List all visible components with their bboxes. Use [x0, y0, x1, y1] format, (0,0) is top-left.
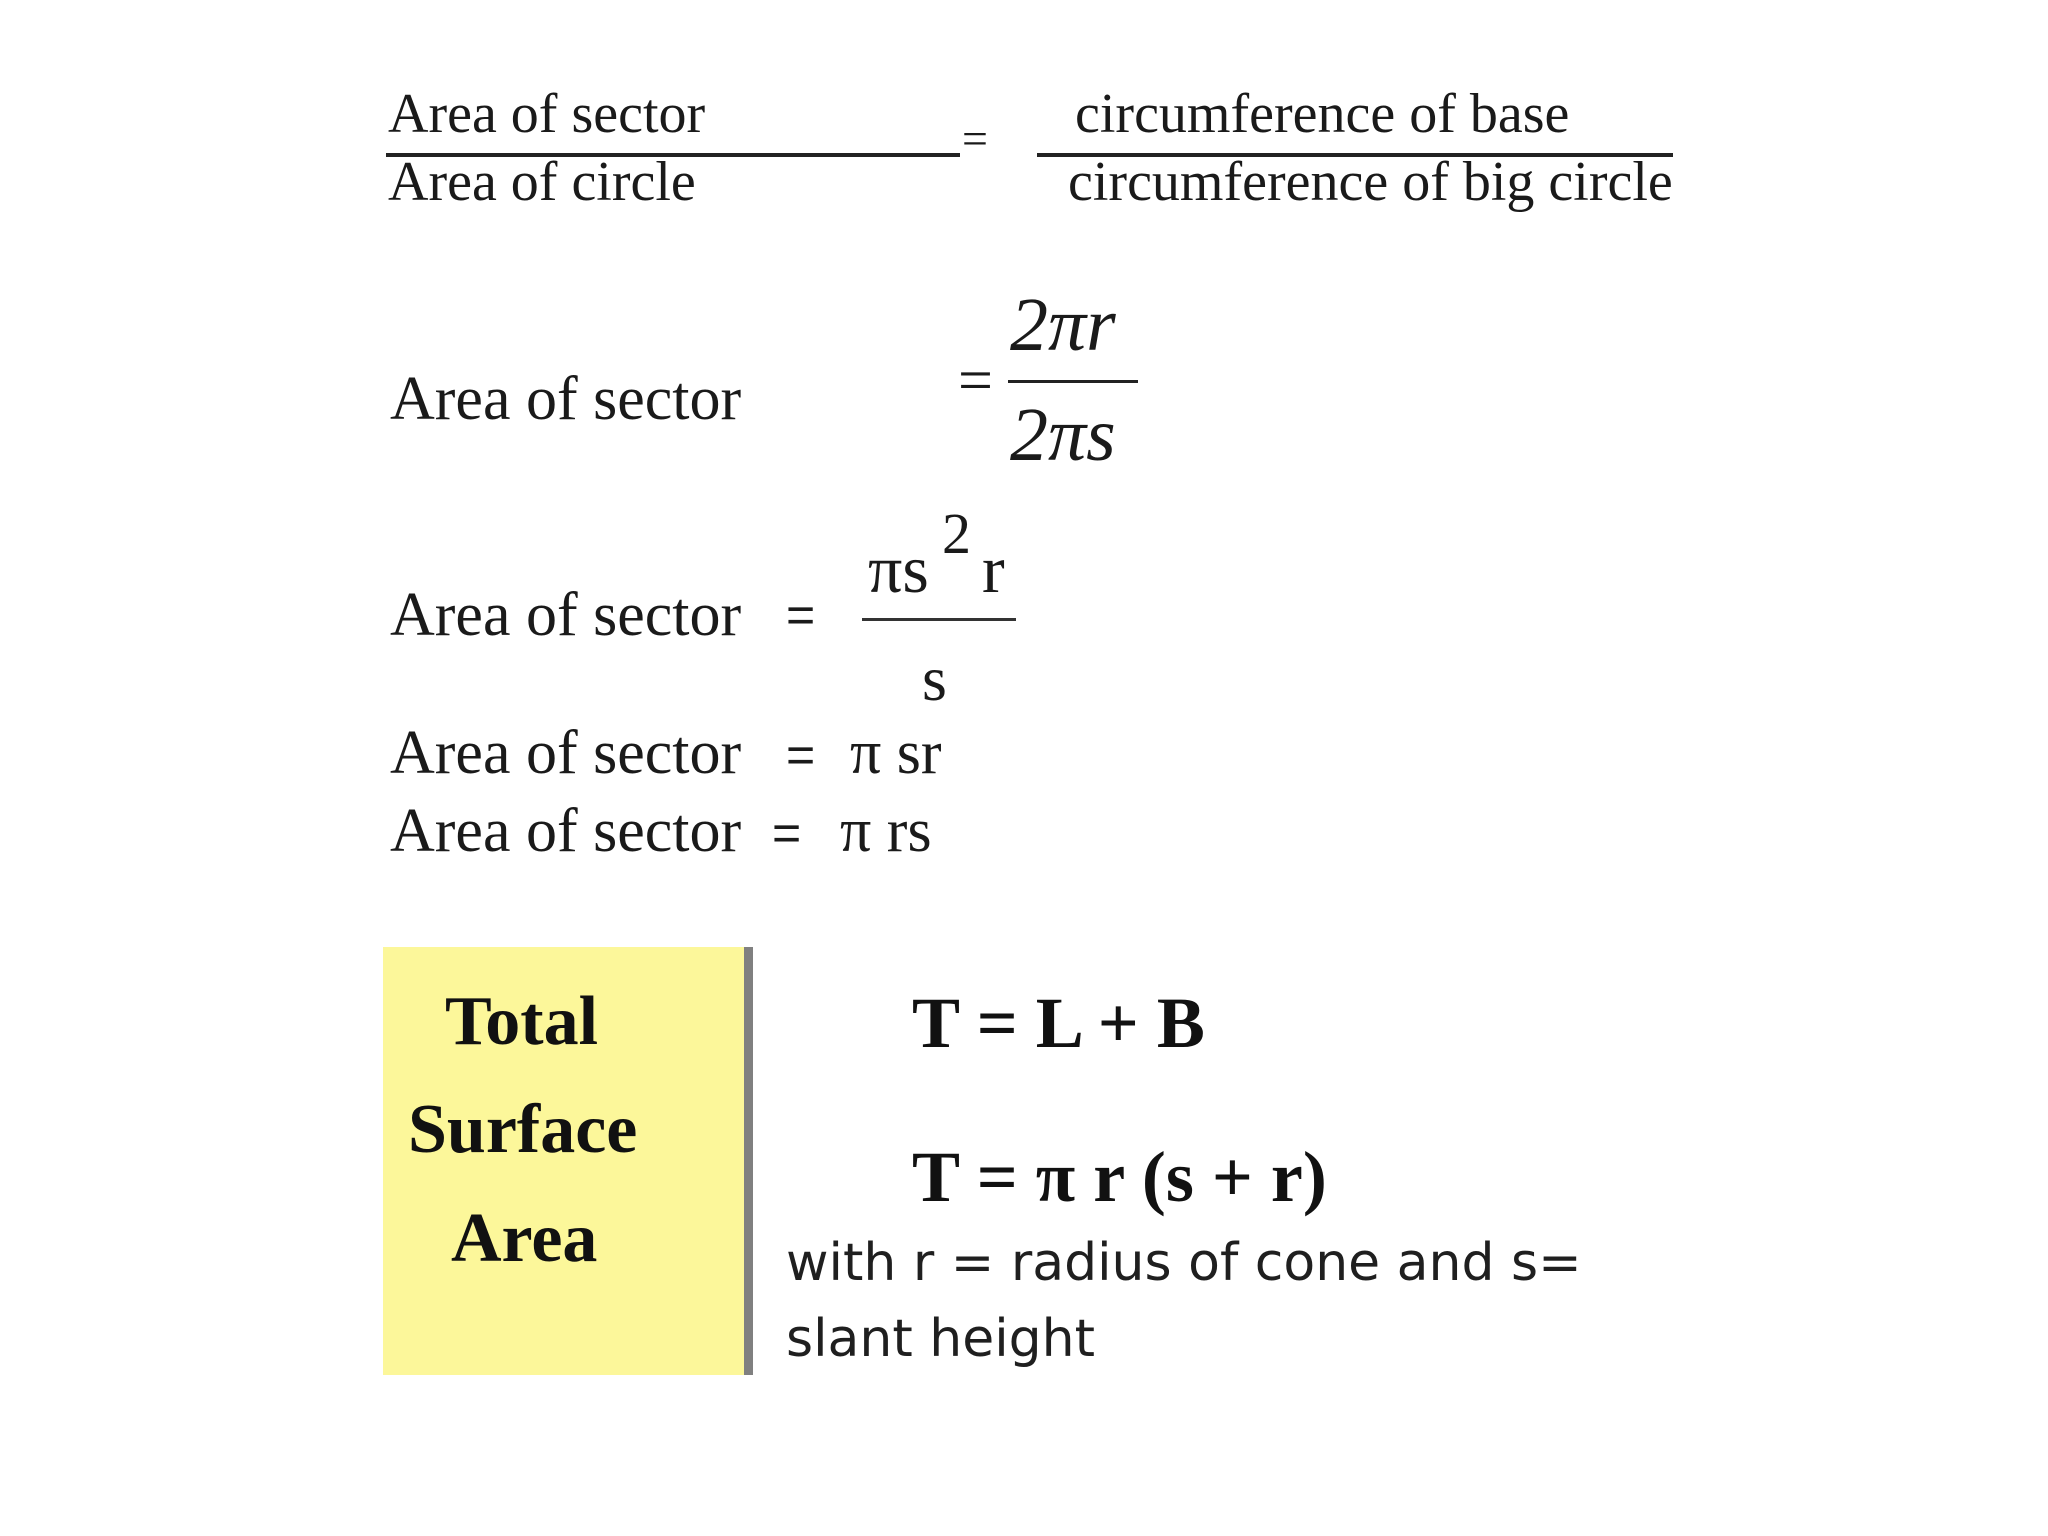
formula-t-equals-l-plus-b: T = L + B	[912, 983, 1205, 1063]
eq3-numerator-pi-s: πs	[868, 531, 929, 607]
eq5-equals-sign: =	[772, 805, 802, 861]
eq2-numerator: 2πr	[1010, 283, 1116, 367]
eq3-fraction-bar	[862, 618, 1016, 621]
eq3-equals-sign: =	[786, 587, 816, 643]
variable-note-line2: slant height	[786, 1309, 1096, 1369]
eq5-right-text: π rs	[840, 797, 932, 865]
eq4-right-text: π sr	[850, 719, 942, 787]
eq1-left-denominator: Area of circle	[388, 151, 696, 213]
formula-t-equals-pi-r-s-plus-r: T = π r (s + r)	[912, 1137, 1327, 1217]
eq4-equals-sign: =	[786, 727, 816, 783]
variable-note-line1: with r = radius of cone and s=	[786, 1233, 1582, 1293]
eq2-left-text: Area of sector	[390, 365, 742, 433]
tsa-label-area: Area	[451, 1200, 598, 1277]
eq5-left-text: Area of sector	[390, 797, 742, 865]
eq3-denominator: s	[922, 643, 947, 714]
eq3-left-text: Area of sector	[390, 581, 742, 649]
tsa-label-surface: Surface	[408, 1091, 638, 1168]
eq3-numerator-exponent: 2	[942, 501, 971, 566]
eq2-equals-sign: =	[958, 347, 993, 415]
eq1-equals-sign: =	[962, 113, 988, 164]
eq3-numerator-r: r	[982, 531, 1005, 607]
eq4-left-text: Area of sector	[390, 719, 742, 787]
eq1-right-denominator: circumference of big circle	[1068, 151, 1673, 213]
eq1-right-numerator: circumference of base	[1075, 83, 1570, 145]
section-divider	[744, 947, 753, 1375]
eq2-denominator: 2πs	[1010, 393, 1116, 477]
tsa-label-total: Total	[445, 983, 599, 1060]
eq2-fraction-bar	[1008, 380, 1138, 383]
eq1-left-numerator: Area of sector	[388, 83, 706, 145]
